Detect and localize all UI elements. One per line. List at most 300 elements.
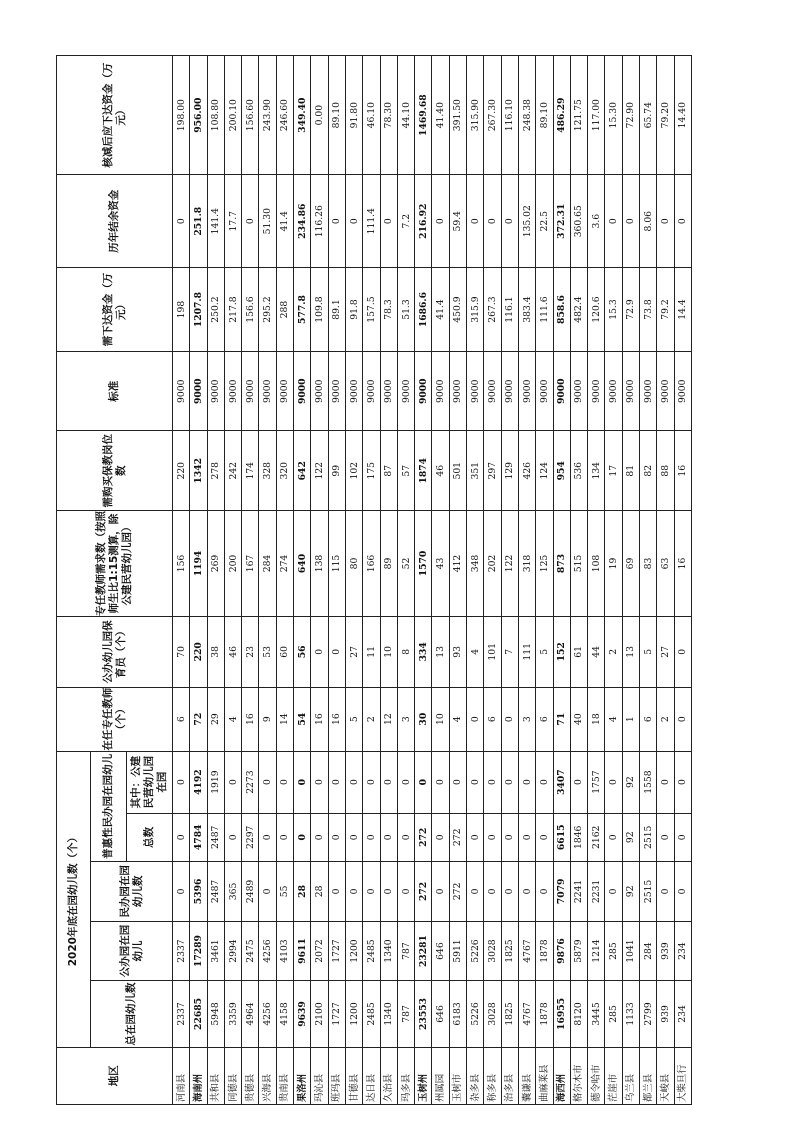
cell-inc-total: 0 [311,813,328,862]
cell-funds: 109.8 [311,268,328,352]
cell-funds: 116.1 [501,268,518,352]
cell-positions: 88 [657,431,674,511]
cell-positions: 87 [380,431,397,511]
cell-need: 202 [484,511,501,617]
cell-inc-total: 0 [467,813,484,862]
table-row [622,56,639,1105]
cell-caregivers: 10 [380,617,397,688]
cell-carry: 0 [345,175,362,268]
cell-inc-public: 0 [536,751,553,813]
cell-positions: 351 [467,431,484,511]
table-row [224,56,241,1105]
cell-after: 267.30 [484,56,501,175]
cell-inc-total: 0 [605,813,622,862]
cell-private: 7079 [553,862,570,922]
cell-standard: 9000 [518,352,535,432]
cell-need: 125 [536,511,553,617]
cell-teachers: 0 [501,687,518,751]
cell-positions: 46 [432,431,449,511]
cell-teachers: 16 [328,687,345,751]
cell-need: 318 [518,511,535,617]
cell-after: 349.40 [294,56,311,175]
cell-private: 0 [605,862,622,922]
cell-public: 1214 [588,921,605,981]
cell-region: 同德县 [224,1047,241,1104]
cell-inc-public: 2273 [242,751,259,813]
cell-inc-public: 0 [380,751,397,813]
cell-caregivers: 111 [518,617,535,688]
cell-standard: 9000 [449,352,466,432]
cell-after: 44.10 [397,56,414,175]
cell-caregivers: 44 [588,617,605,688]
funding-table [56,55,692,1105]
cell-total: 1727 [328,981,345,1047]
cell-standard: 9000 [605,352,622,432]
cell-after: 156.60 [242,56,259,175]
cell-positions: 129 [501,431,518,511]
cell-after: 91.80 [345,56,362,175]
cell-need: 412 [449,511,466,617]
cell-total: 2337 [173,981,190,1047]
header-private-enrolled: 民办园在园幼儿数 [91,862,173,922]
table-row [501,56,518,1105]
table-row [518,56,535,1105]
cell-public: 234 [674,921,691,981]
cell-public: 2337 [173,921,190,981]
table-row [467,56,484,1105]
cell-teachers: 14 [276,687,293,751]
cell-inc-total: 0 [674,813,691,862]
cell-funds: 73.8 [640,268,657,352]
cell-funds: 217.8 [224,268,241,352]
cell-private: 0 [432,862,449,922]
cell-funds: 78.3 [380,268,397,352]
cell-need: 16 [674,511,691,617]
cell-after: 248.38 [518,56,535,175]
cell-private: 92 [622,862,639,922]
cell-teachers: 10 [432,687,449,751]
table-row [328,56,345,1105]
cell-inc-public: 0 [397,751,414,813]
cell-funds: 89.1 [328,268,345,352]
header-standard: 标准 [57,352,173,432]
cell-after: 108.80 [207,56,224,175]
cell-total: 3359 [224,981,241,1047]
cell-need: 156 [173,511,190,617]
cell-after: 121.75 [570,56,587,175]
cell-private: 0 [484,862,501,922]
cell-need: 515 [570,511,587,617]
cell-region: 称多县 [484,1047,501,1104]
header-inclusive-group: 普惠性民办园在园幼儿 [91,751,127,861]
rotated-table-page [56,55,736,1105]
cell-funds: 198 [173,268,190,352]
table-row [380,56,397,1105]
cell-after: 391.50 [449,56,466,175]
cell-need: 284 [259,511,276,617]
cell-positions: 1342 [190,431,207,511]
cell-standard: 9000 [432,352,449,432]
cell-caregivers: 13 [622,617,639,688]
cell-public: 3461 [207,921,224,981]
cell-inc-public: 3407 [553,751,570,813]
cell-carry: 8.06 [640,175,657,268]
cell-caregivers: 93 [449,617,466,688]
cell-funds: 14.4 [674,268,691,352]
cell-positions: 1874 [415,431,432,511]
cell-total: 939 [657,981,674,1047]
cell-need: 274 [276,511,293,617]
cell-after: 46.10 [363,56,380,175]
cell-teachers: 3 [518,687,535,751]
cell-inc-public: 0 [570,751,587,813]
cell-teachers: 1 [622,687,639,751]
cell-total: 787 [397,981,414,1047]
cell-total: 3445 [588,981,605,1047]
cell-standard: 9000 [622,352,639,432]
cell-total: 1133 [622,981,639,1047]
cell-caregivers: 27 [345,617,362,688]
cell-need: 348 [467,511,484,617]
cell-total: 5948 [207,981,224,1047]
cell-region: 贵德县 [242,1047,259,1104]
cell-region: 杂多县 [467,1047,484,1104]
cell-caregivers: 7 [501,617,518,688]
cell-inc-public: 4192 [190,751,207,813]
cell-funds: 1686.6 [415,268,432,352]
cell-caregivers: 0 [311,617,328,688]
cell-positions: 99 [328,431,345,511]
cell-caregivers: 23 [242,617,259,688]
cell-region: 班玛县 [328,1047,345,1104]
cell-after: 89.10 [328,56,345,175]
cell-standard: 9000 [328,352,345,432]
cell-after: 65.74 [640,56,657,175]
cell-inc-total: 0 [224,813,241,862]
cell-total: 2485 [363,981,380,1047]
cell-need: 1194 [190,511,207,617]
cell-standard: 9000 [190,352,207,432]
cell-public: 23281 [415,921,432,981]
cell-positions: 134 [588,431,605,511]
header-public-enrolled: 公办园在园幼儿 [91,921,173,981]
cell-total: 22685 [190,981,207,1047]
table-row [415,56,432,1105]
cell-inc-total: 0 [363,813,380,862]
cell-funds: 383.4 [518,268,535,352]
cell-after: 198.00 [173,56,190,175]
cell-region: 久治县 [380,1047,397,1104]
cell-carry: 51.30 [259,175,276,268]
cell-positions: 426 [518,431,535,511]
cell-inc-public: 0 [311,751,328,813]
cell-inc-public: 0 [363,751,380,813]
cell-teachers: 18 [588,687,605,751]
cell-inc-public: 0 [674,751,691,813]
cell-public: 9876 [553,921,570,981]
cell-carry: 0 [657,175,674,268]
cell-total: 234 [674,981,691,1047]
cell-total: 285 [605,981,622,1047]
cell-positions: 242 [224,431,241,511]
cell-teachers: 4 [449,687,466,751]
cell-public: 1041 [622,921,639,981]
cell-inc-public: 0 [328,751,345,813]
cell-carry: 59.4 [449,175,466,268]
table-row [674,56,691,1105]
cell-total: 1200 [345,981,362,1047]
cell-inc-public: 0 [259,751,276,813]
cell-positions: 954 [553,431,570,511]
cell-carry: 22.5 [536,175,553,268]
cell-caregivers: 5 [536,617,553,688]
cell-caregivers: 11 [363,617,380,688]
cell-teachers: 40 [570,687,587,751]
cell-teachers: 71 [553,687,570,751]
cell-teachers: 6 [536,687,553,751]
cell-private: 0 [501,862,518,922]
cell-inc-total: 4784 [190,813,207,862]
cell-inc-public: 0 [173,751,190,813]
cell-inc-total: 0 [501,813,518,862]
cell-need: 108 [588,511,605,617]
table-row [397,56,414,1105]
cell-teachers: 9 [259,687,276,751]
cell-inc-public: 0 [449,751,466,813]
cell-need: 166 [363,511,380,617]
cell-teachers: 2 [363,687,380,751]
cell-region: 玛沁县 [311,1047,328,1104]
table-row [657,56,674,1105]
cell-carry: 0 [674,175,691,268]
cell-inc-public: 1757 [588,751,605,813]
cell-teachers: 16 [242,687,259,751]
cell-standard: 9000 [311,352,328,432]
cell-inc-total: 0 [536,813,553,862]
cell-carry: 0 [622,175,639,268]
cell-positions: 174 [242,431,259,511]
cell-total: 6183 [449,981,466,1047]
cell-private: 28 [294,862,311,922]
cell-total: 2100 [311,981,328,1047]
cell-funds: 482.4 [570,268,587,352]
header-carryover: 历年结余资金 [57,175,173,268]
cell-teachers: 12 [380,687,397,751]
cell-after: 243.90 [259,56,276,175]
cell-positions: 82 [640,431,657,511]
cell-public: 284 [640,921,657,981]
cell-inc-public: 0 [224,751,241,813]
cell-funds: 91.8 [345,268,362,352]
cell-public: 2994 [224,921,241,981]
cell-carry: 0 [328,175,345,268]
cell-private: 0 [657,862,674,922]
cell-caregivers: 38 [207,617,224,688]
table-row [536,56,553,1105]
cell-positions: 328 [259,431,276,511]
cell-standard: 9000 [173,352,190,432]
cell-need: 200 [224,511,241,617]
cell-private: 0 [259,862,276,922]
cell-public: 17289 [190,921,207,981]
cell-inc-total: 0 [259,813,276,862]
cell-inc-public: 0 [605,751,622,813]
cell-standard: 9000 [380,352,397,432]
cell-caregivers: 4 [467,617,484,688]
cell-carry: 111.4 [363,175,380,268]
cell-private: 55 [276,862,293,922]
cell-after: 486.29 [553,56,570,175]
cell-private: 0 [518,862,535,922]
cell-standard: 9000 [259,352,276,432]
cell-inc-total: 0 [484,813,501,862]
cell-region: 都兰县 [640,1047,657,1104]
cell-public: 787 [397,921,414,981]
cell-funds: 157.5 [363,268,380,352]
cell-region: 达日县 [363,1047,380,1104]
cell-caregivers: 53 [259,617,276,688]
cell-funds: 288 [276,268,293,352]
cell-total: 8120 [570,981,587,1047]
cell-inc-total: 0 [432,813,449,862]
cell-caregivers: 0 [328,617,345,688]
cell-standard: 9000 [657,352,674,432]
cell-public: 3028 [484,921,501,981]
cell-after: 200.10 [224,56,241,175]
cell-region: 囊谦县 [518,1047,535,1104]
cell-total: 3028 [484,981,501,1047]
table-row [173,56,190,1105]
cell-funds: 156.6 [242,268,259,352]
cell-total: 16955 [553,981,570,1047]
cell-after: 14.40 [674,56,691,175]
header-total-enrolled: 总在园幼儿数 [91,981,173,1047]
cell-region: 玉树州 [415,1047,432,1104]
cell-inc-total: 0 [173,813,190,862]
cell-positions: 642 [294,431,311,511]
cell-positions: 297 [484,431,501,511]
cell-caregivers: 152 [553,617,570,688]
cell-region: 天峻县 [657,1047,674,1104]
cell-carry: 0 [605,175,622,268]
cell-need: 43 [432,511,449,617]
cell-caregivers: 334 [415,617,432,688]
cell-total: 23553 [415,981,432,1047]
cell-private: 2515 [640,862,657,922]
cell-after: 72.90 [622,56,639,175]
cell-teachers: 5 [345,687,362,751]
cell-inc-total: 0 [345,813,362,862]
cell-region: 河南县 [173,1047,190,1104]
cell-public: 939 [657,921,674,981]
cell-after: 0.00 [311,56,328,175]
cell-region: 果洛州 [294,1047,311,1104]
cell-positions: 81 [622,431,639,511]
cell-inc-total: 272 [415,813,432,862]
cell-standard: 9000 [207,352,224,432]
cell-after: 116.10 [501,56,518,175]
cell-positions: 501 [449,431,466,511]
cell-private: 2487 [207,862,224,922]
cell-standard: 9000 [640,352,657,432]
cell-positions: 175 [363,431,380,511]
cell-funds: 858.6 [553,268,570,352]
cell-private: 0 [380,862,397,922]
cell-inc-public: 0 [501,751,518,813]
cell-region: 共和县 [207,1047,224,1104]
header-funds-after-check: 核减后应下达资金（万元） [57,56,173,175]
cell-private: 0 [363,862,380,922]
table-row [553,56,570,1105]
table-row [449,56,466,1105]
cell-standard: 9000 [588,352,605,432]
cell-inc-total: 6615 [553,813,570,862]
table-row [207,56,224,1105]
cell-carry: 0 [467,175,484,268]
cell-need: 19 [605,511,622,617]
cell-caregivers: 61 [570,617,587,688]
cell-private: 0 [173,862,190,922]
cell-need: 269 [207,511,224,617]
cell-caregivers: 8 [397,617,414,688]
cell-inc-public: 0 [345,751,362,813]
cell-public: 5879 [570,921,587,981]
cell-caregivers: 220 [190,617,207,688]
cell-teachers: 0 [674,687,691,751]
table-row [588,56,605,1105]
cell-carry: 0 [242,175,259,268]
cell-public: 2475 [242,921,259,981]
cell-inc-public: 92 [622,751,639,813]
cell-inc-total: 92 [622,813,639,862]
cell-private: 0 [345,862,362,922]
cell-inc-total: 0 [657,813,674,862]
header-public-caregivers: 公办幼儿园保育员（个） [57,617,173,688]
cell-public: 4767 [518,921,535,981]
cell-region: 治多县 [501,1047,518,1104]
cell-standard: 9000 [345,352,362,432]
cell-region: 曲麻莱县 [536,1047,553,1104]
cell-need: 52 [397,511,414,617]
cell-public: 1727 [328,921,345,981]
cell-inc-total: 0 [380,813,397,862]
cell-region: 玉树市 [449,1047,466,1104]
cell-standard: 9000 [397,352,414,432]
table-row [432,56,449,1105]
cell-public: 4256 [259,921,276,981]
cell-teachers: 3 [397,687,414,751]
cell-positions: 320 [276,431,293,511]
cell-positions: 102 [345,431,362,511]
cell-private: 28 [311,862,328,922]
cell-carry: 3.6 [588,175,605,268]
cell-inc-total: 2487 [207,813,224,862]
cell-region: 大柴旦行 [674,1047,691,1104]
cell-after: 246.60 [276,56,293,175]
cell-carry: 0 [173,175,190,268]
cell-inc-total: 0 [276,813,293,862]
cell-funds: 577.8 [294,268,311,352]
cell-region: 格尔木市 [570,1047,587,1104]
table-row [640,56,657,1105]
cell-standard: 9000 [294,352,311,432]
cell-funds: 111.6 [536,268,553,352]
cell-total: 4767 [518,981,535,1047]
cell-total: 1878 [536,981,553,1047]
cell-total: 4158 [276,981,293,1047]
cell-after: 1469.68 [415,56,432,175]
cell-need: 83 [640,511,657,617]
